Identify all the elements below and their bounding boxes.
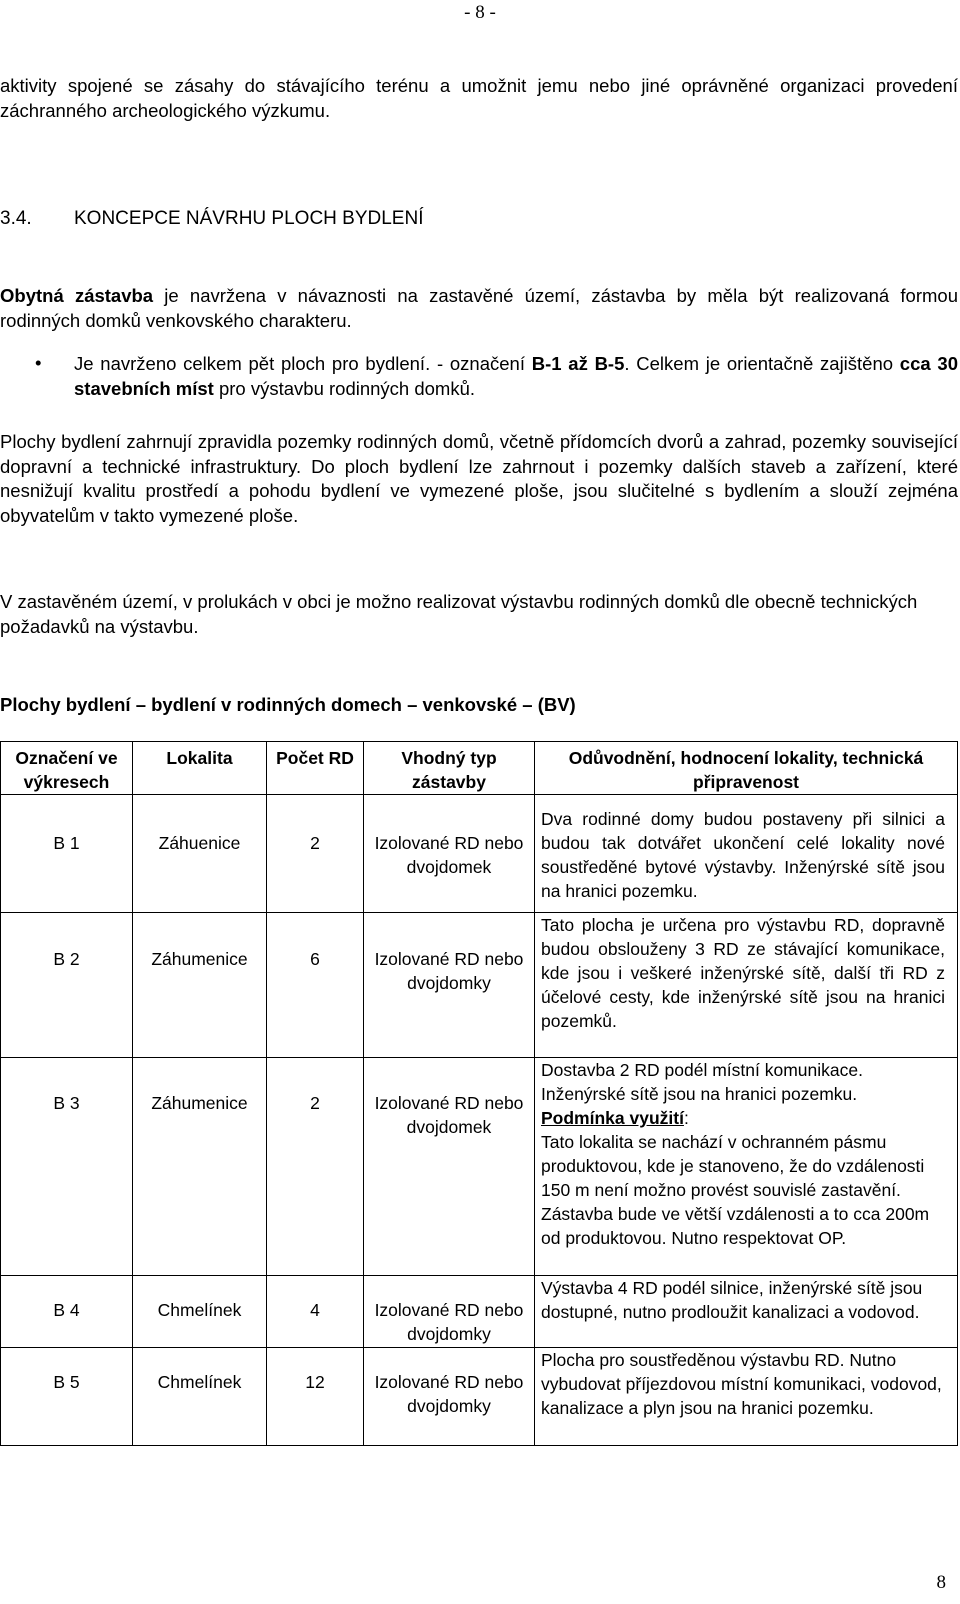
header-note: Odůvodnění, hodnocení lokality, technická připravenost: [535, 742, 958, 795]
section-number: 3.4.: [0, 208, 32, 229]
housing-paragraph: [0, 284, 958, 333]
table-row: [1, 1058, 958, 1276]
table-row: [1, 1276, 958, 1348]
note-intro: Dostavba 2 RD podél místní komunikace. Inženýrské sítě jsou na hranici pozemku.: [541, 1060, 863, 1104]
section-heading: [0, 208, 423, 230]
bullet-part-1: Je navrženo celkem pět ploch pro bydlení. - označení: [74, 353, 532, 374]
header-locality: Lokalita: [133, 742, 267, 795]
header-type: Vhodný typ zástavby: [364, 742, 535, 795]
note-condition-label: Podmínka využití: [541, 1108, 684, 1128]
cell-count: 4: [267, 1276, 364, 1348]
cell-type: Izolované RD nebo dvojdomky: [364, 1276, 535, 1348]
bullet-bold-1: B-1 až B-5: [531, 353, 625, 374]
cell-locality: Chmelínek: [133, 1276, 267, 1348]
cell-type: Izolované RD nebo dvojdomky: [364, 913, 535, 1058]
table-row: [1, 1348, 958, 1446]
cell-count: 2: [267, 1058, 364, 1276]
cell-note: Dva rodinné domy budou postaveny při silnici a budou tak dotvářet ukončení celé lokality nové soustředěné bytové výstavby. Inženýrské sítě jsou na hranici pozemku.: [535, 795, 958, 913]
note-condition-line: [541, 1106, 945, 1130]
page-number: 8: [936, 1572, 946, 1593]
cell-type: Izolované RD nebo dvojdomek: [364, 1058, 535, 1276]
cell-code: B 5: [1, 1348, 133, 1446]
cell-code: B 3: [1, 1058, 133, 1276]
cell-locality: Záhumenice: [133, 913, 267, 1058]
bullet-bold-2: cca 30 stavebních míst: [74, 353, 958, 399]
cell-code: B 2: [1, 913, 133, 1058]
cell-note: Výstavba 4 RD podél silnice, inženýrské sítě jsou dostupné, nutno prodloužit kanalizaci a vodovod.: [535, 1276, 958, 1348]
housing-bold: Obytná zástavba: [0, 285, 154, 306]
cell-count: 2: [267, 795, 364, 913]
bullet-part-3: pro výstavbu rodinných domků.: [213, 377, 476, 399]
header-code: Označení ve výkresech: [1, 742, 133, 795]
cell-code: B 4: [1, 1276, 133, 1348]
table-header-row: [1, 742, 958, 795]
housing-rest: je navržena v návaznosti na zastavěné území, zástavba by měla být realizovaná formou rodinných domků venkovského charakteru.: [0, 285, 958, 331]
cell-locality: Záhumenice: [133, 1058, 267, 1276]
note-detail: Tato lokalita se nachází v ochranném pásmu produktovou, kde je stanoveno, že do vzdálenosti 150 m není možno provést souvislé zastavění. Zástavba bude ve větší vzdálenosti a to cca 200m od produktovou. Nutno respektovat OP.: [541, 1132, 930, 1248]
bullet-part-2: . Celkem je orientačně zajištěno: [624, 353, 900, 374]
intro-paragraph: aktivity spojené se zásahy do stávajícího terénu a umožnit jemu nebo jiné oprávněné organizaci provedení záchranného archeologického výzkumu.: [0, 75, 958, 121]
header-count: Počet RD: [267, 742, 364, 795]
built-area-paragraph: V zastavěném území, v prolukách v obci je možno realizovat výstavbu rodinných domků dle obecně technických požadavků na výstavbu.: [0, 591, 918, 637]
cell-note: [535, 1058, 958, 1276]
cell-count: 12: [267, 1348, 364, 1446]
cell-locality: Záhuenice: [133, 795, 267, 913]
cell-count: 6: [267, 913, 364, 1058]
cell-code: B 1: [1, 795, 133, 913]
bullet-dot-icon: •: [35, 352, 42, 373]
page-header: - 8 -: [464, 2, 496, 23]
note-condition-colon: :: [683, 1108, 689, 1128]
cell-type: Izolované RD nebo dvojdomky: [364, 1348, 535, 1446]
plots-table: [0, 741, 958, 1446]
bullet-text: [74, 352, 958, 401]
plots-paragraph: Plochy bydlení zahrnují zpravidla pozemky rodinných domů, včetně přídomcích dvorů a zahrad, pozemky související dopravní a technické infrastruktury. Do ploch bydlení lze zahrnout i pozemky dalších staveb a zařízení, které nesnižují kvalitu prostředí a pohodu bydlení ve vymezené ploše, jsou slučitelné s bydlením a slouží zejména obyvatelům v takto vymezené ploše.: [0, 431, 958, 526]
cell-note: Tato plocha je určena pro výstavbu RD, dopravně budou obslouženy 3 RD ze stávající komunikace, kde jsou i veškeré inženýrské sítě, další tři RD z účelové cesty, kde inženýrské sítě jsou na hranici pozemků.: [535, 913, 958, 1058]
table-title: Plochy bydlení – bydlení v rodinných domech – venkovské – (BV): [0, 694, 576, 715]
table-row: [1, 913, 958, 1058]
table-row: [1, 795, 958, 913]
cell-type: Izolované RD nebo dvojdomek: [364, 795, 535, 913]
cell-locality: Chmelínek: [133, 1348, 267, 1446]
section-title: KONCEPCE NÁVRHU PLOCH BYDLENÍ: [74, 208, 424, 229]
cell-note: Plocha pro soustředěnou výstavbu RD. Nutno vybudovat příjezdovou místní komunikaci, vodovod, kanalizace a plyn jsou na hranici pozemku.: [535, 1348, 958, 1446]
